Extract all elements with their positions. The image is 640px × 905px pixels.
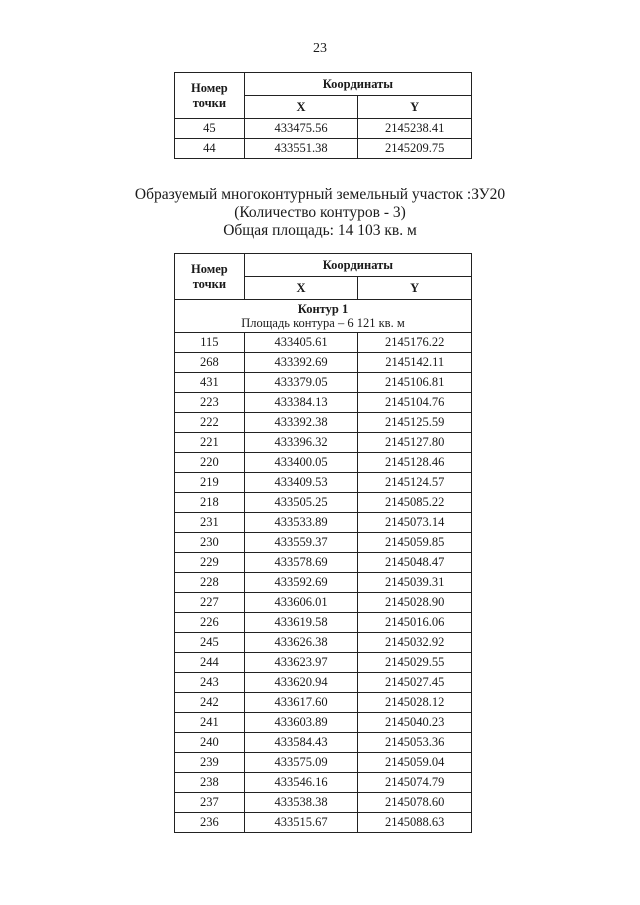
point-number-cell: 237 [175,793,245,813]
x-coordinate-cell: 433400.05 [244,453,358,473]
point-number-cell: 220 [175,453,245,473]
point-number-cell: 245 [175,633,245,653]
table-row [175,473,472,493]
x-coordinate-cell: 433606.01 [244,593,358,613]
page-number: 23 [313,41,327,56]
x-coordinate-cell: 433584.43 [244,733,358,753]
point-number-cell: 230 [175,533,245,553]
y-coordinate-cell: 2145209.75 [358,139,472,159]
parcel-title: Образуемый многоконтурный земельный участок :ЗУ20 [134,186,506,203]
contour-area: Площадь контура – 6 121 кв. м [241,316,405,330]
table-row [175,333,472,353]
point-number-cell: 45 [175,119,245,139]
point-number-cell: 218 [175,493,245,513]
table-row [175,713,472,733]
y-coordinate-cell: 2145074.79 [358,773,472,793]
x-coordinate-cell: 433392.69 [244,353,358,373]
x-coordinate-cell: 433619.58 [244,613,358,633]
table-row [175,773,472,793]
table-body [175,119,472,159]
point-number-cell: 242 [175,693,245,713]
y-coordinate-cell: 2145029.55 [358,653,472,673]
y-coordinate-cell: 2145176.22 [358,333,472,353]
point-number-cell: 239 [175,753,245,773]
point-number-header: Номер точки [175,73,245,119]
table-row [175,793,472,813]
x-coordinate-cell: 433409.53 [244,473,358,493]
table-row [175,413,472,433]
table-row [175,493,472,513]
table-row [175,733,472,753]
table-row [175,353,472,373]
table-row [175,813,472,833]
x-coordinate-cell: 433623.97 [244,653,358,673]
y-coordinate-cell: 2145059.04 [358,753,472,773]
table-row [175,373,472,393]
contour-title: Контур 1 [297,302,349,316]
y-coordinate-cell: 2145078.60 [358,793,472,813]
y-coordinate-cell: 2145040.23 [358,713,472,733]
table-row [175,673,472,693]
x-header: X [244,96,358,119]
x-coordinate-cell: 433575.09 [244,753,358,773]
x-coordinate-cell: 433546.16 [244,773,358,793]
x-coordinate-cell: 433592.69 [244,573,358,593]
x-coordinate-cell: 433384.13 [244,393,358,413]
table-row [175,633,472,653]
x-coordinate-cell: 433475.56 [244,119,358,139]
y-coordinate-cell: 2145106.81 [358,373,472,393]
y-coordinate-cell: 2145028.12 [358,693,472,713]
y-coordinate-cell: 2145016.06 [358,613,472,633]
coordinates-table-continued [174,72,472,159]
x-coordinate-cell: 433626.38 [244,633,358,653]
point-number-cell: 240 [175,733,245,753]
x-coordinate-cell: 433603.89 [244,713,358,733]
point-number-cell: 219 [175,473,245,493]
point-number-cell: 241 [175,713,245,733]
point-number-cell: 244 [175,653,245,673]
y-header: Y [358,277,472,300]
x-coordinate-cell: 433392.38 [244,413,358,433]
coordinates-header: Координаты [244,73,471,96]
point-number-cell: 221 [175,433,245,453]
y-coordinate-cell: 2145142.11 [358,353,472,373]
point-number-cell: 115 [175,333,245,353]
x-coordinate-cell: 433559.37 [244,533,358,553]
contour-header [175,300,472,333]
y-coordinate-cell: 2145085.22 [358,493,472,513]
coordinates-header: Координаты [244,254,471,277]
point-number-cell: 431 [175,373,245,393]
x-coordinate-cell: 433405.61 [244,333,358,353]
point-number-cell: 243 [175,673,245,693]
table-row [175,433,472,453]
table-row [175,613,472,633]
point-number-cell: 229 [175,553,245,573]
y-coordinate-cell: 2145073.14 [358,513,472,533]
point-number-cell: 44 [175,139,245,159]
x-coordinate-cell: 433551.38 [244,139,358,159]
y-coordinate-cell: 2145053.36 [358,733,472,753]
point-number-header: Номер точки [175,254,245,300]
point-number-cell: 236 [175,813,245,833]
y-coordinate-cell: 2145088.63 [358,813,472,833]
x-coordinate-cell: 433617.60 [244,693,358,713]
point-number-cell: 238 [175,773,245,793]
x-coordinate-cell: 433396.32 [244,433,358,453]
y-coordinate-cell: 2145128.46 [358,453,472,473]
y-coordinate-cell: 2145238.41 [358,119,472,139]
table-row [175,593,472,613]
contour-count: (Количество контуров - 3) [234,204,406,221]
y-coordinate-cell: 2145124.57 [358,473,472,493]
x-coordinate-cell: 433515.67 [244,813,358,833]
table-row [175,119,472,139]
y-coordinate-cell: 2145032.92 [358,633,472,653]
point-number-cell: 268 [175,353,245,373]
x-coordinate-cell: 433538.38 [244,793,358,813]
y-coordinate-cell: 2145059.85 [358,533,472,553]
table-row [175,653,472,673]
y-coordinate-cell: 2145104.76 [358,393,472,413]
table-row [175,513,472,533]
y-header: Y [358,96,472,119]
table-body [175,300,472,833]
point-number-cell: 228 [175,573,245,593]
x-coordinate-cell: 433578.69 [244,553,358,573]
table-row [175,693,472,713]
x-coordinate-cell: 433533.89 [244,513,358,533]
x-coordinate-cell: 433620.94 [244,673,358,693]
table-row [175,753,472,773]
point-number-cell: 222 [175,413,245,433]
x-coordinate-cell: 433379.05 [244,373,358,393]
table-row [175,573,472,593]
point-number-cell: 226 [175,613,245,633]
y-coordinate-cell: 2145027.45 [358,673,472,693]
y-coordinate-cell: 2145125.59 [358,413,472,433]
point-number-cell: 231 [175,513,245,533]
y-coordinate-cell: 2145127.80 [358,433,472,453]
table-row [175,393,472,413]
coordinates-table [174,253,472,833]
x-coordinate-cell: 433505.25 [244,493,358,513]
y-coordinate-cell: 2145048.47 [358,553,472,573]
y-coordinate-cell: 2145039.31 [358,573,472,593]
table-row [175,533,472,553]
total-area: Общая площадь: 14 103 кв. м [223,222,417,239]
x-header: X [244,277,358,300]
point-number-cell: 223 [175,393,245,413]
y-coordinate-cell: 2145028.90 [358,593,472,613]
table-row [175,553,472,573]
table-row [175,139,472,159]
table-row [175,453,472,473]
point-number-cell: 227 [175,593,245,613]
